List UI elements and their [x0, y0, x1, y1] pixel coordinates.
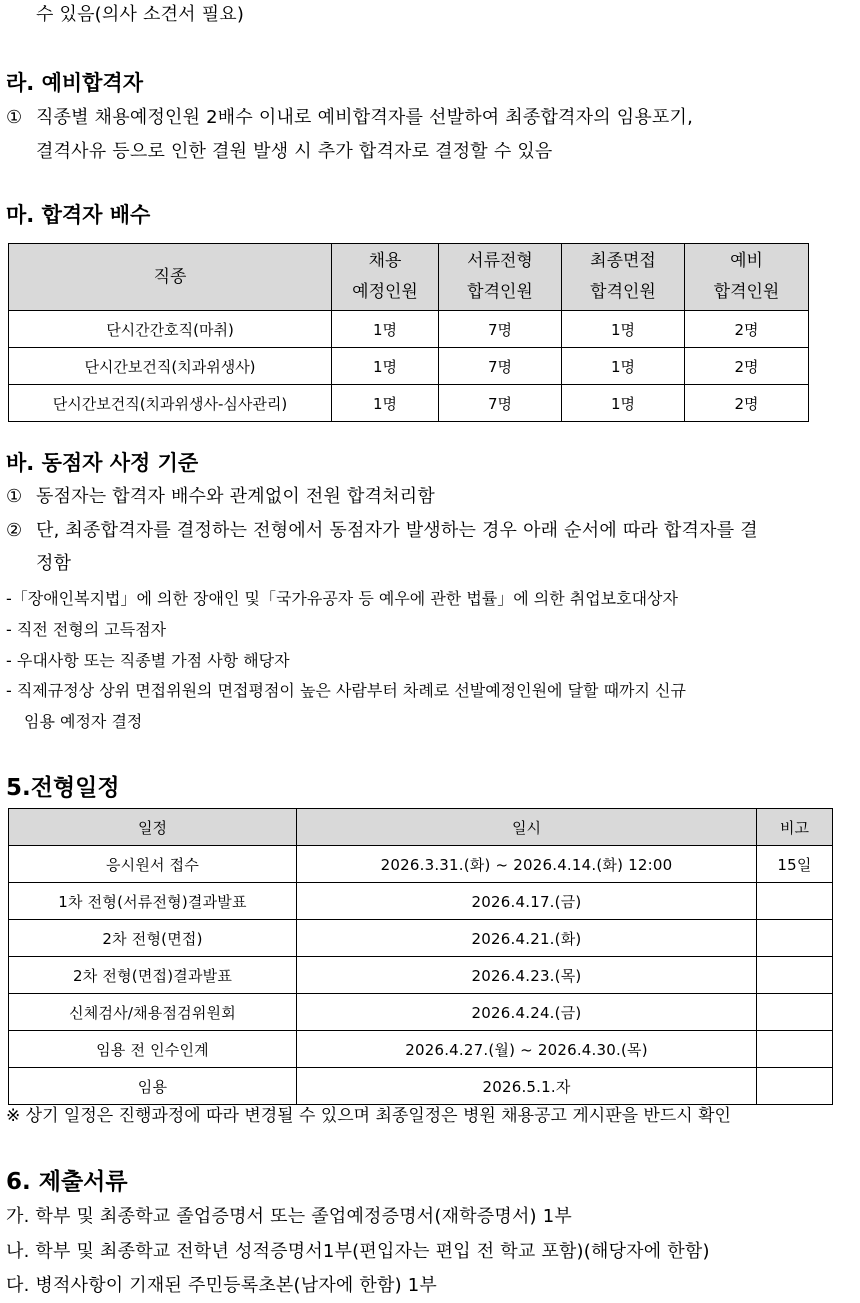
item-marker-2: ② [6, 520, 23, 541]
cell-date: 2026.4.17.(금) [297, 883, 757, 920]
tie-item-1: 동점자는 합격자 배수와 관계없이 전원 합격처리함 [36, 486, 435, 507]
section-heading-tie: 바. 동점자 사정 기준 [6, 451, 199, 475]
header-doc-l2: 합격인원 [467, 282, 533, 302]
table-row [9, 994, 833, 1031]
intro-continuation-text: 수 있음(의사 소견서 필요) [36, 4, 245, 25]
cell-planned: 1명 [332, 348, 439, 385]
cell-doc: 7명 [439, 385, 562, 422]
header-final-l2: 합격인원 [590, 282, 656, 302]
header-planned-l1: 채용 [368, 251, 402, 271]
tie-bullet-4: - 직제규정상 상위 면접위원의 면접평점이 높은 사람부터 차례로 선발예정인원에 달할 때까지 신규 [6, 681, 686, 700]
header-doc-l1: 서류전형 [467, 251, 533, 271]
tie-bullet-3: - 우대사항 또는 직종별 가점 사항 해당자 [6, 651, 290, 670]
cell-step: 신체검사/채용점검위원회 [9, 994, 297, 1031]
header-doc [439, 244, 562, 311]
cell-date: 2026.4.21.(화) [297, 920, 757, 957]
table-row [9, 385, 809, 422]
header-reserve [685, 244, 809, 311]
table-row [9, 920, 833, 957]
header-date: 일시 [297, 809, 757, 846]
header-job [9, 244, 332, 311]
table-row [9, 957, 833, 994]
section-heading-reserve: 라. 예비합격자 [6, 71, 144, 95]
cell-job: 단시간보건직(치과위생사) [9, 348, 332, 385]
table-header-row [9, 809, 833, 846]
cell-final: 1명 [562, 311, 685, 348]
tie-item-2-line2: 정함 [36, 553, 72, 574]
cell-step: 2차 전형(면접)결과발표 [9, 957, 297, 994]
header-job-text: 직종 [153, 266, 187, 287]
cell-note: 15일 [757, 846, 833, 883]
cell-doc: 7명 [439, 348, 562, 385]
cell-doc: 7명 [439, 311, 562, 348]
item-marker-1: ① [6, 107, 23, 128]
header-step: 일정 [9, 809, 297, 846]
cell-step: 2차 전형(면접) [9, 920, 297, 957]
cell-date: 2026.5.1.자 [297, 1068, 757, 1105]
cell-date: 2026.4.27.(월) ~ 2026.4.30.(목) [297, 1031, 757, 1068]
multiplier-table [8, 243, 809, 422]
cell-reserve: 2명 [685, 385, 809, 422]
header-note: 비고 [757, 809, 833, 846]
schedule-table [8, 808, 833, 1105]
cell-date: 2026.4.23.(목) [297, 957, 757, 994]
schedule-footnote: ※ 상기 일정은 진행과정에 따라 변경될 수 있으며 최종일정은 병원 채용공고 게시판을 반드시 확인 [6, 1106, 731, 1126]
cell-step: 임용 [9, 1068, 297, 1105]
cell-final: 1명 [562, 385, 685, 422]
table-row [9, 883, 833, 920]
cell-note [757, 994, 833, 1031]
cell-final: 1명 [562, 348, 685, 385]
table-row [9, 1031, 833, 1068]
item-marker-1: ① [6, 486, 23, 507]
header-final [562, 244, 685, 311]
cell-reserve: 2명 [685, 311, 809, 348]
tie-bullet-4-continuation: 임용 예정자 결정 [24, 712, 143, 731]
header-reserve-l2: 합격인원 [713, 282, 780, 302]
tie-bullet-1: -「장애인복지법」에 의한 장애인 및「국가유공자 등 예우에 관한 법률」에 의한 취업보호대상자 [6, 589, 678, 608]
cell-job: 단시간보건직(치과위생사-심사관리) [9, 385, 332, 422]
reserve-item-line1: 직종별 채용예정인원 2배수 이내로 예비합격자를 선발하여 최종합격자의 임용포기, [36, 107, 694, 128]
section-heading-schedule: 5.전형일정 [6, 775, 120, 801]
cell-planned: 1명 [332, 311, 439, 348]
cell-note [757, 883, 833, 920]
cell-reserve: 2명 [685, 348, 809, 385]
document-item-3: 다. 병적사항이 기재된 주민등록초본(남자에 한함) 1부 [6, 1275, 437, 1296]
tie-item-2-line1: 단, 최종합격자를 결정하는 전형에서 동점자가 발생하는 경우 아래 순서에 따라 합격자를 결 [36, 520, 758, 541]
table-row [9, 1068, 833, 1105]
document-item-2: 나. 학부 및 최종학교 전학년 성적증명서1부(편입자는 편입 전 학교 포함)(해당자에 한함) [6, 1241, 710, 1262]
table-header-row [9, 244, 809, 311]
table-row [9, 846, 833, 883]
cell-date: 2026.3.31.(화) ~ 2026.4.14.(화) 12:00 [297, 846, 757, 883]
header-planned [332, 244, 439, 311]
cell-note [757, 957, 833, 994]
cell-job: 단시간간호직(마취) [9, 311, 332, 348]
cell-note [757, 1068, 833, 1105]
header-planned-l2: 예정인원 [352, 282, 418, 302]
cell-step: 1차 전형(서류전형)결과발표 [9, 883, 297, 920]
table-row [9, 348, 809, 385]
reserve-item-line2: 결격사유 등으로 인한 결원 발생 시 추가 합격자로 결정할 수 있음 [36, 141, 553, 162]
table-row [9, 311, 809, 348]
header-reserve-l1: 예비 [730, 251, 763, 271]
document-item-1: 가. 학부 및 최종학교 졸업증명서 또는 졸업예정증명서(재학증명서) 1부 [6, 1206, 572, 1227]
cell-note [757, 920, 833, 957]
cell-planned: 1명 [332, 385, 439, 422]
tie-bullet-2: - 직전 전형의 고득점자 [6, 620, 167, 639]
section-heading-multiplier: 마. 합격자 배수 [6, 203, 151, 227]
cell-date: 2026.4.24.(금) [297, 994, 757, 1031]
cell-step: 임용 전 인수인계 [9, 1031, 297, 1068]
cell-note [757, 1031, 833, 1068]
header-final-l1: 최종면접 [590, 251, 656, 271]
cell-step: 응시원서 접수 [9, 846, 297, 883]
section-heading-documents: 6. 제출서류 [6, 1169, 128, 1195]
